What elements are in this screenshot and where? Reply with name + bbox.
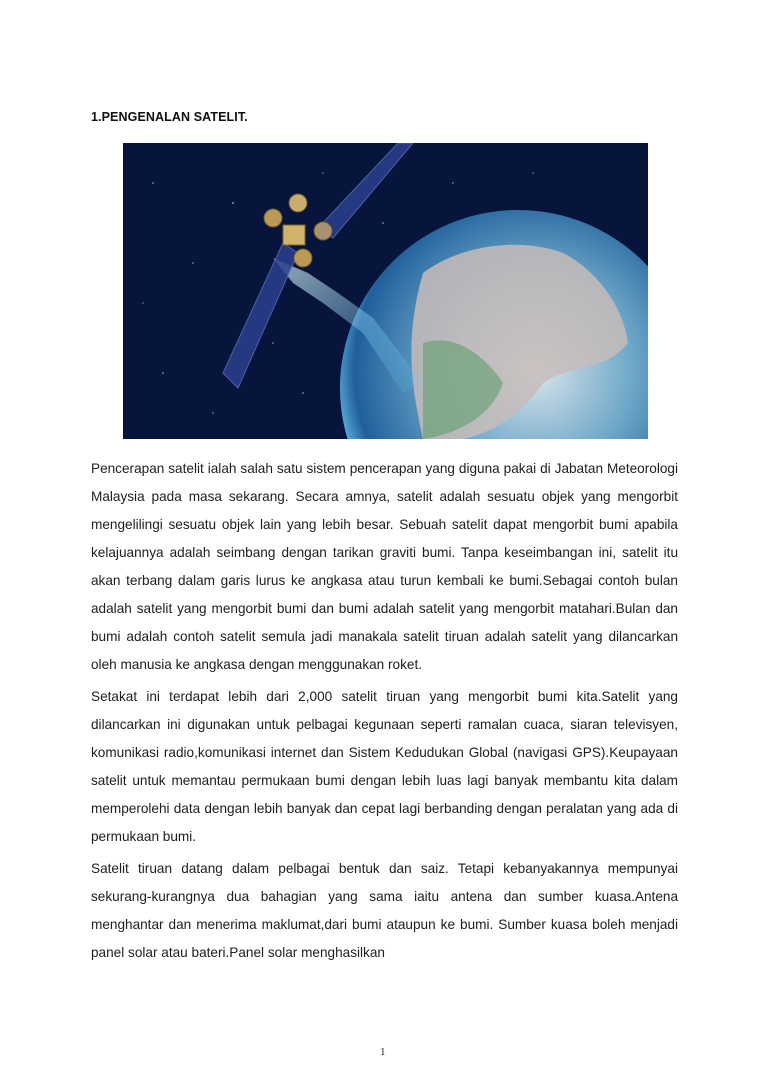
page-number: 1: [380, 1046, 386, 1058]
paragraph-1: Pencerapan satelit ialah salah satu sistem pencerapan yang diguna pakai di Jabatan Meteorologi Malaysia pada masa sekarang. Secara amnya, satelit adalah sesuatu objek yang mengorbit mengelilingi sesuatu objek lain yang lebih besar. Sebuah satelit dapat mengorbit bumi apabila kelajuannya adalah seimbang dengan tarikan graviti bumi. Tanpa keseimbangan ini, satelit itu akan terbang dalam garis lurus ke angkasa atau turun kembali ke bumi.Sebagai contoh bulan adalah satelit yang mengorbit bumi dan bumi adalah satelit yang mengorbit matahari.Bulan dan bumi adalah contoh satelit semula jadi manakala satelit tiruan adalah satelit yang dilancarkan oleh manusia ke angkasa dengan menggunakan roket.: [91, 461, 678, 672]
paragraph-3: Satelit tiruan datang dalam pelbagai bentuk dan saiz. Tetapi kebanyakannya mempunyai sekurang-kurangnya dua bahagian yang sama iaitu antena dan sumber kuasa.Antena menghantar dan menerima maklumat,dari bumi ataupun ke bumi. Sumber kuasa boleh menjadi panel solar atau bateri.Panel solar menghasilkan: [91, 861, 678, 960]
section-heading: 1.PENGENALAN SATELIT.: [91, 110, 248, 124]
paragraph-2: Setakat ini terdapat lebih dari 2,000 satelit tiruan yang mengorbit bumi kita.Satelit yang dilancarkan ini digunakan untuk pelbagai kegunaan seperti ramalan cuaca, siaran televisyen, komunikasi radio,komunikasi internet dan Sistem Kedudukan Global (navigasi GPS).Keupayaan satelit untuk memantau permukaan bumi dengan lebih luas lagi banyak membantu kita dalam memperolehi data dengan lebih banyak dan cepat lagi berbanding dengan peralatan yang ada di permukaan bumi.: [91, 689, 678, 844]
body-text: [91, 455, 678, 971]
satellite-earth-image: [123, 143, 648, 439]
